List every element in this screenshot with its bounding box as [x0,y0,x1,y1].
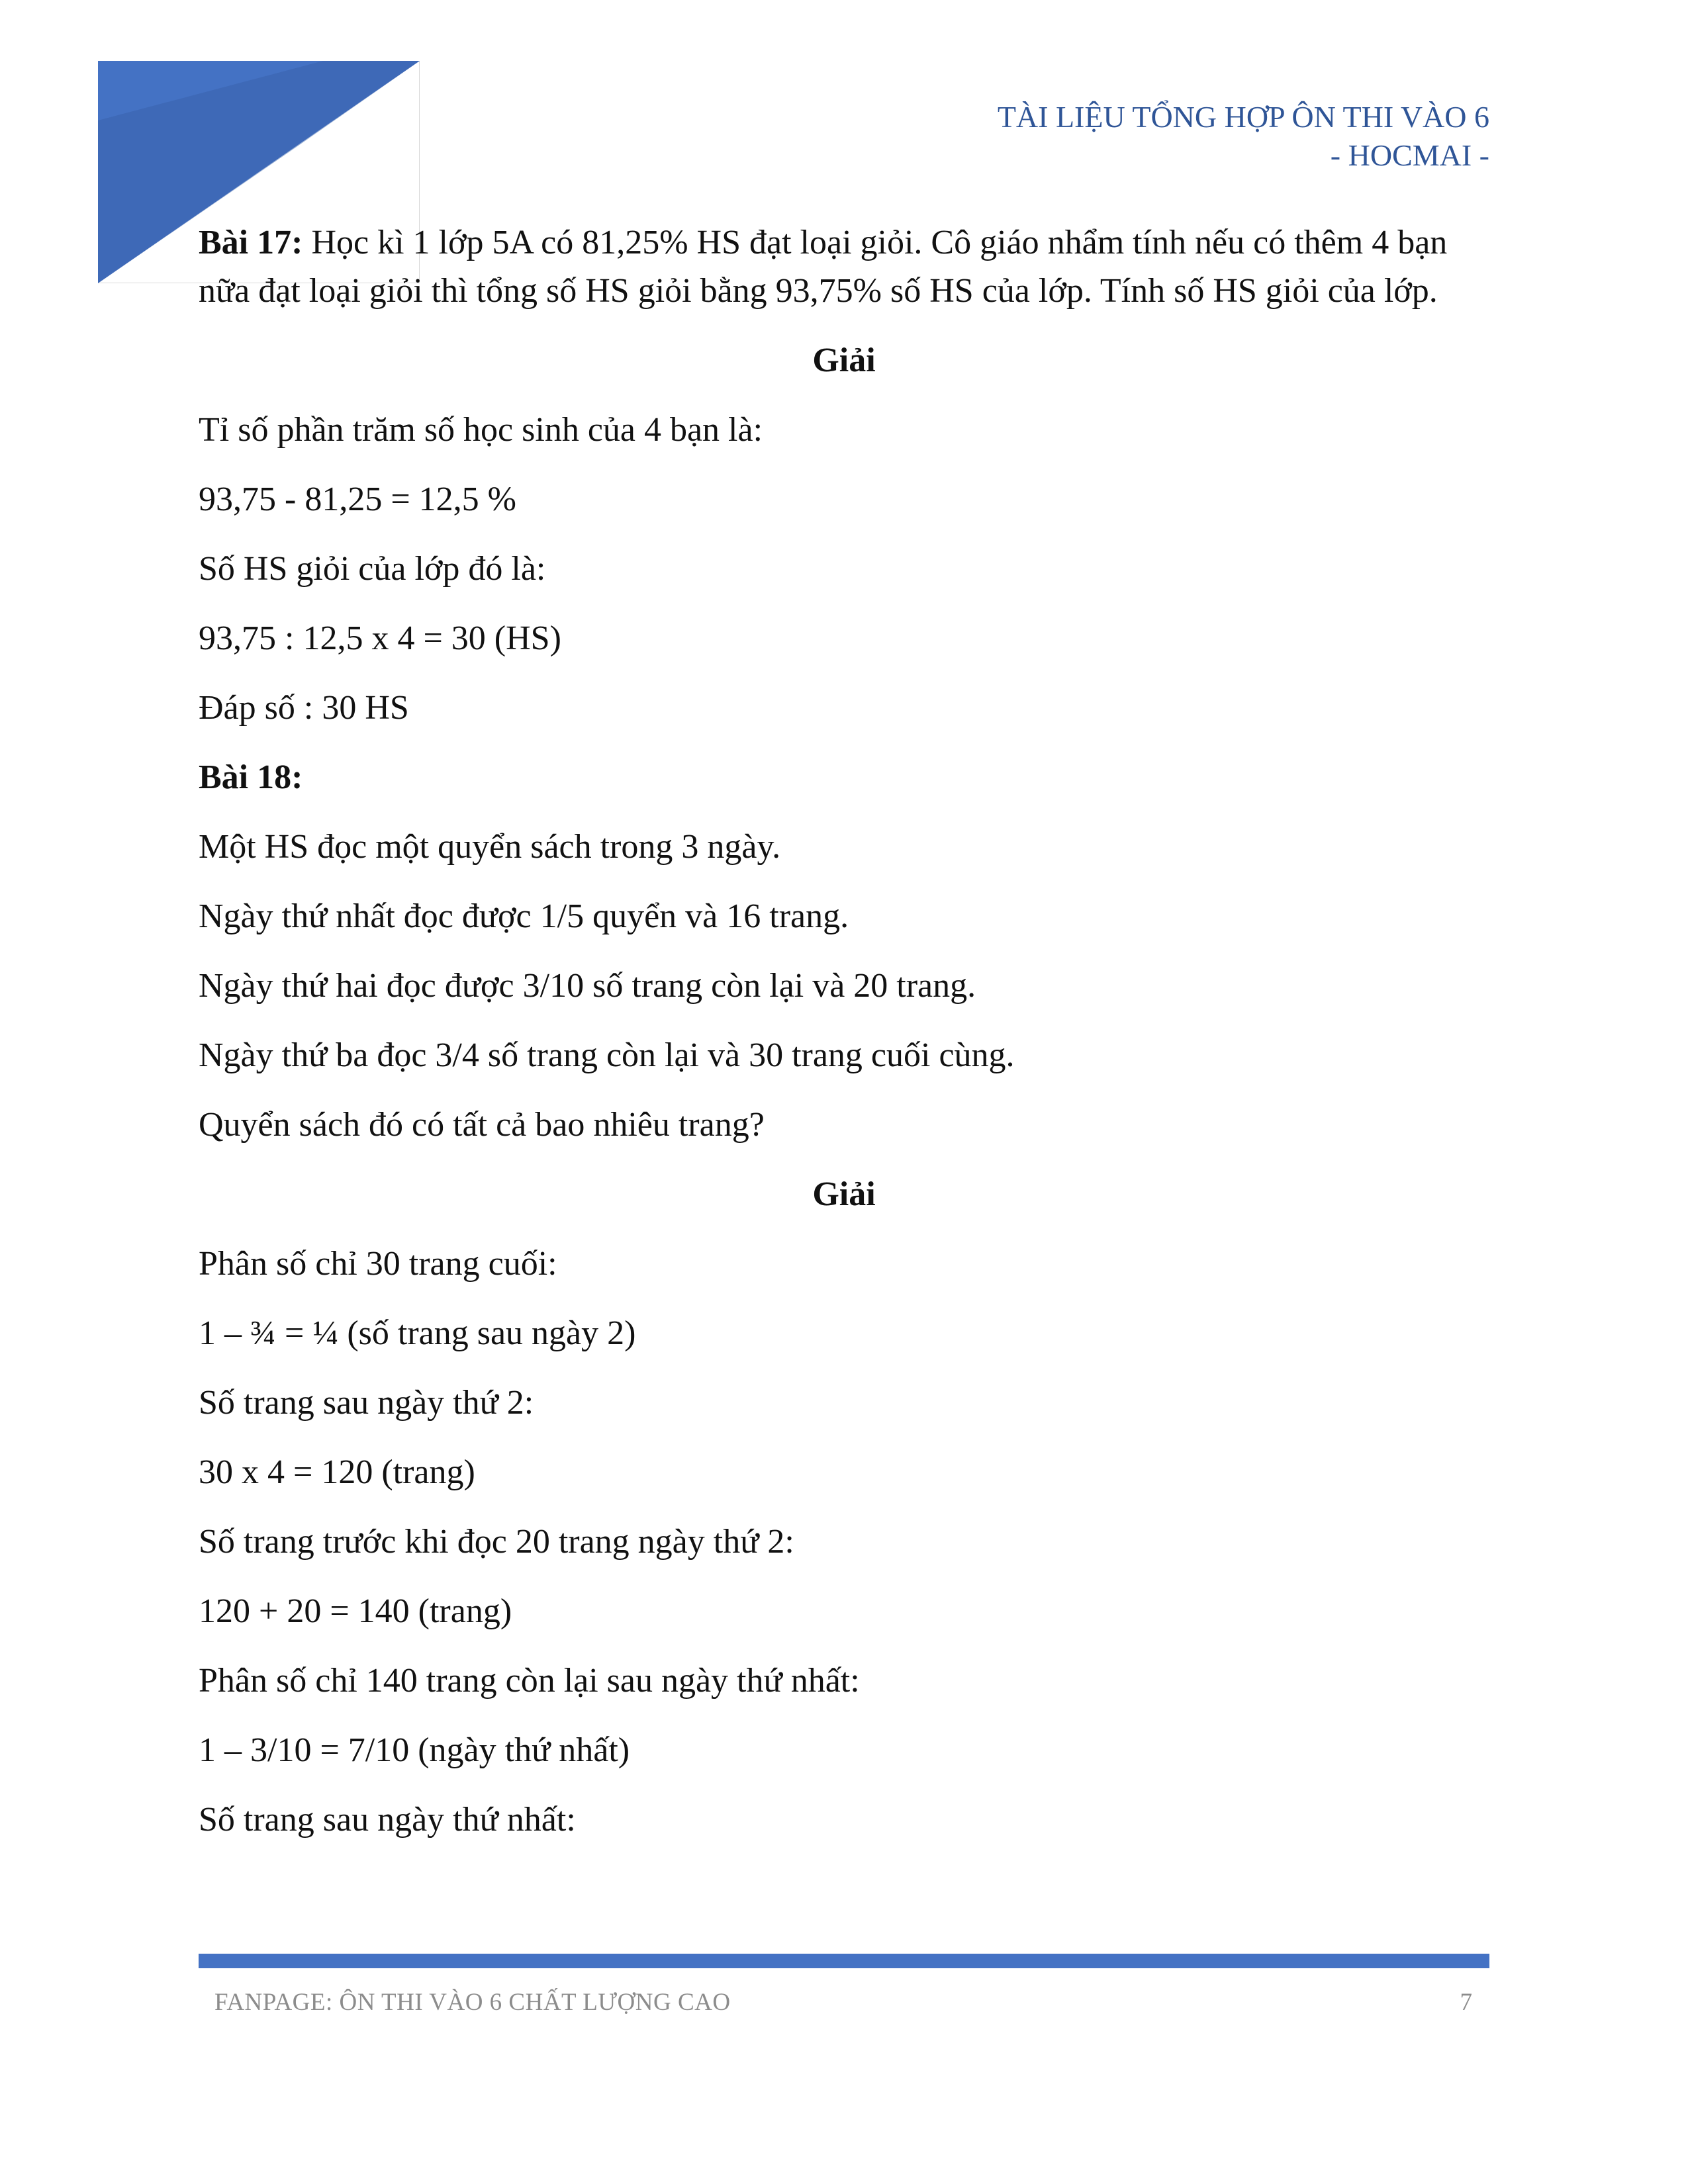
solution-line: 120 + 20 = 140 (trang) [199,1592,512,1630]
page-number: 7 [1460,1989,1472,2016]
problem-17-text: Học kì 1 lớp 5A có 81,25% HS đạt loại giỏi. Cô giáo nhẩm tính nếu có thêm 4 bạn nữa đạt loại giỏi thì tổng số HS giỏi bằng 93,75% số HS của lớp. Tính số HS giỏi của lớp. [199,224,1448,310]
problem-line: Một HS đọc một quyển sách trong 3 ngày. [199,828,781,866]
document-header [998,98,1489,175]
header-title: TÀI LIỆU TỔNG HỢP ÔN THI VÀO 6 [997,100,1489,134]
problem-line: Ngày thứ ba đọc 3/4 số trang còn lại và 30 trang cuối cùng. [199,1036,1015,1074]
problem-18-label: Bài 18: [199,758,303,796]
solution-title-18: Giải [812,1175,876,1213]
problem-line: Ngày thứ nhất đọc được 1/5 quyển và 16 trang. [199,897,849,935]
solution-title-17: Giải [812,341,876,379]
solution-line: Số trang trước khi đọc 20 trang ngày thứ 2: [199,1523,794,1561]
answer-line: Đáp số : 30 HS [199,689,409,727]
page-content [199,218,1489,1866]
problem-line: Ngày thứ hai đọc được 3/10 số trang còn lại và 20 trang. [199,967,976,1005]
footer-divider [199,1954,1489,1968]
footer-fanpage: FANPAGE: ÔN THI VÀO 6 CHẤT LƯỢNG CAO [214,1989,731,2016]
problem-17 [199,218,1489,315]
solution-line: Số HS giỏi của lớp đó là: [199,550,546,588]
solution-line: 93,75 : 12,5 x 4 = 30 (HS) [199,619,561,657]
solution-line: Tỉ số phần trăm số học sinh của 4 bạn là: [199,411,763,449]
problem-line: Quyển sách đó có tất cả bao nhiêu trang? [199,1106,765,1144]
solution-line: Phân số chỉ 30 trang cuối: [199,1245,557,1283]
header-subtitle: - HOCMAI - [1330,138,1489,172]
problem-17-label: Bài 17: [199,224,303,261]
solution-line: 1 – ¾ = ¼ (số trang sau ngày 2) [199,1314,636,1352]
solution-line: 30 x 4 = 120 (trang) [199,1453,475,1491]
solution-line: 93,75 - 81,25 = 12,5 % [199,480,516,518]
solution-line: Phân số chỉ 140 trang còn lại sau ngày thứ nhất: [199,1662,860,1700]
solution-line: 1 – 3/10 = 7/10 (ngày thứ nhất) [199,1731,630,1769]
solution-line: Số trang sau ngày thứ nhất: [199,1801,576,1839]
solution-line: Số trang sau ngày thứ 2: [199,1384,534,1422]
